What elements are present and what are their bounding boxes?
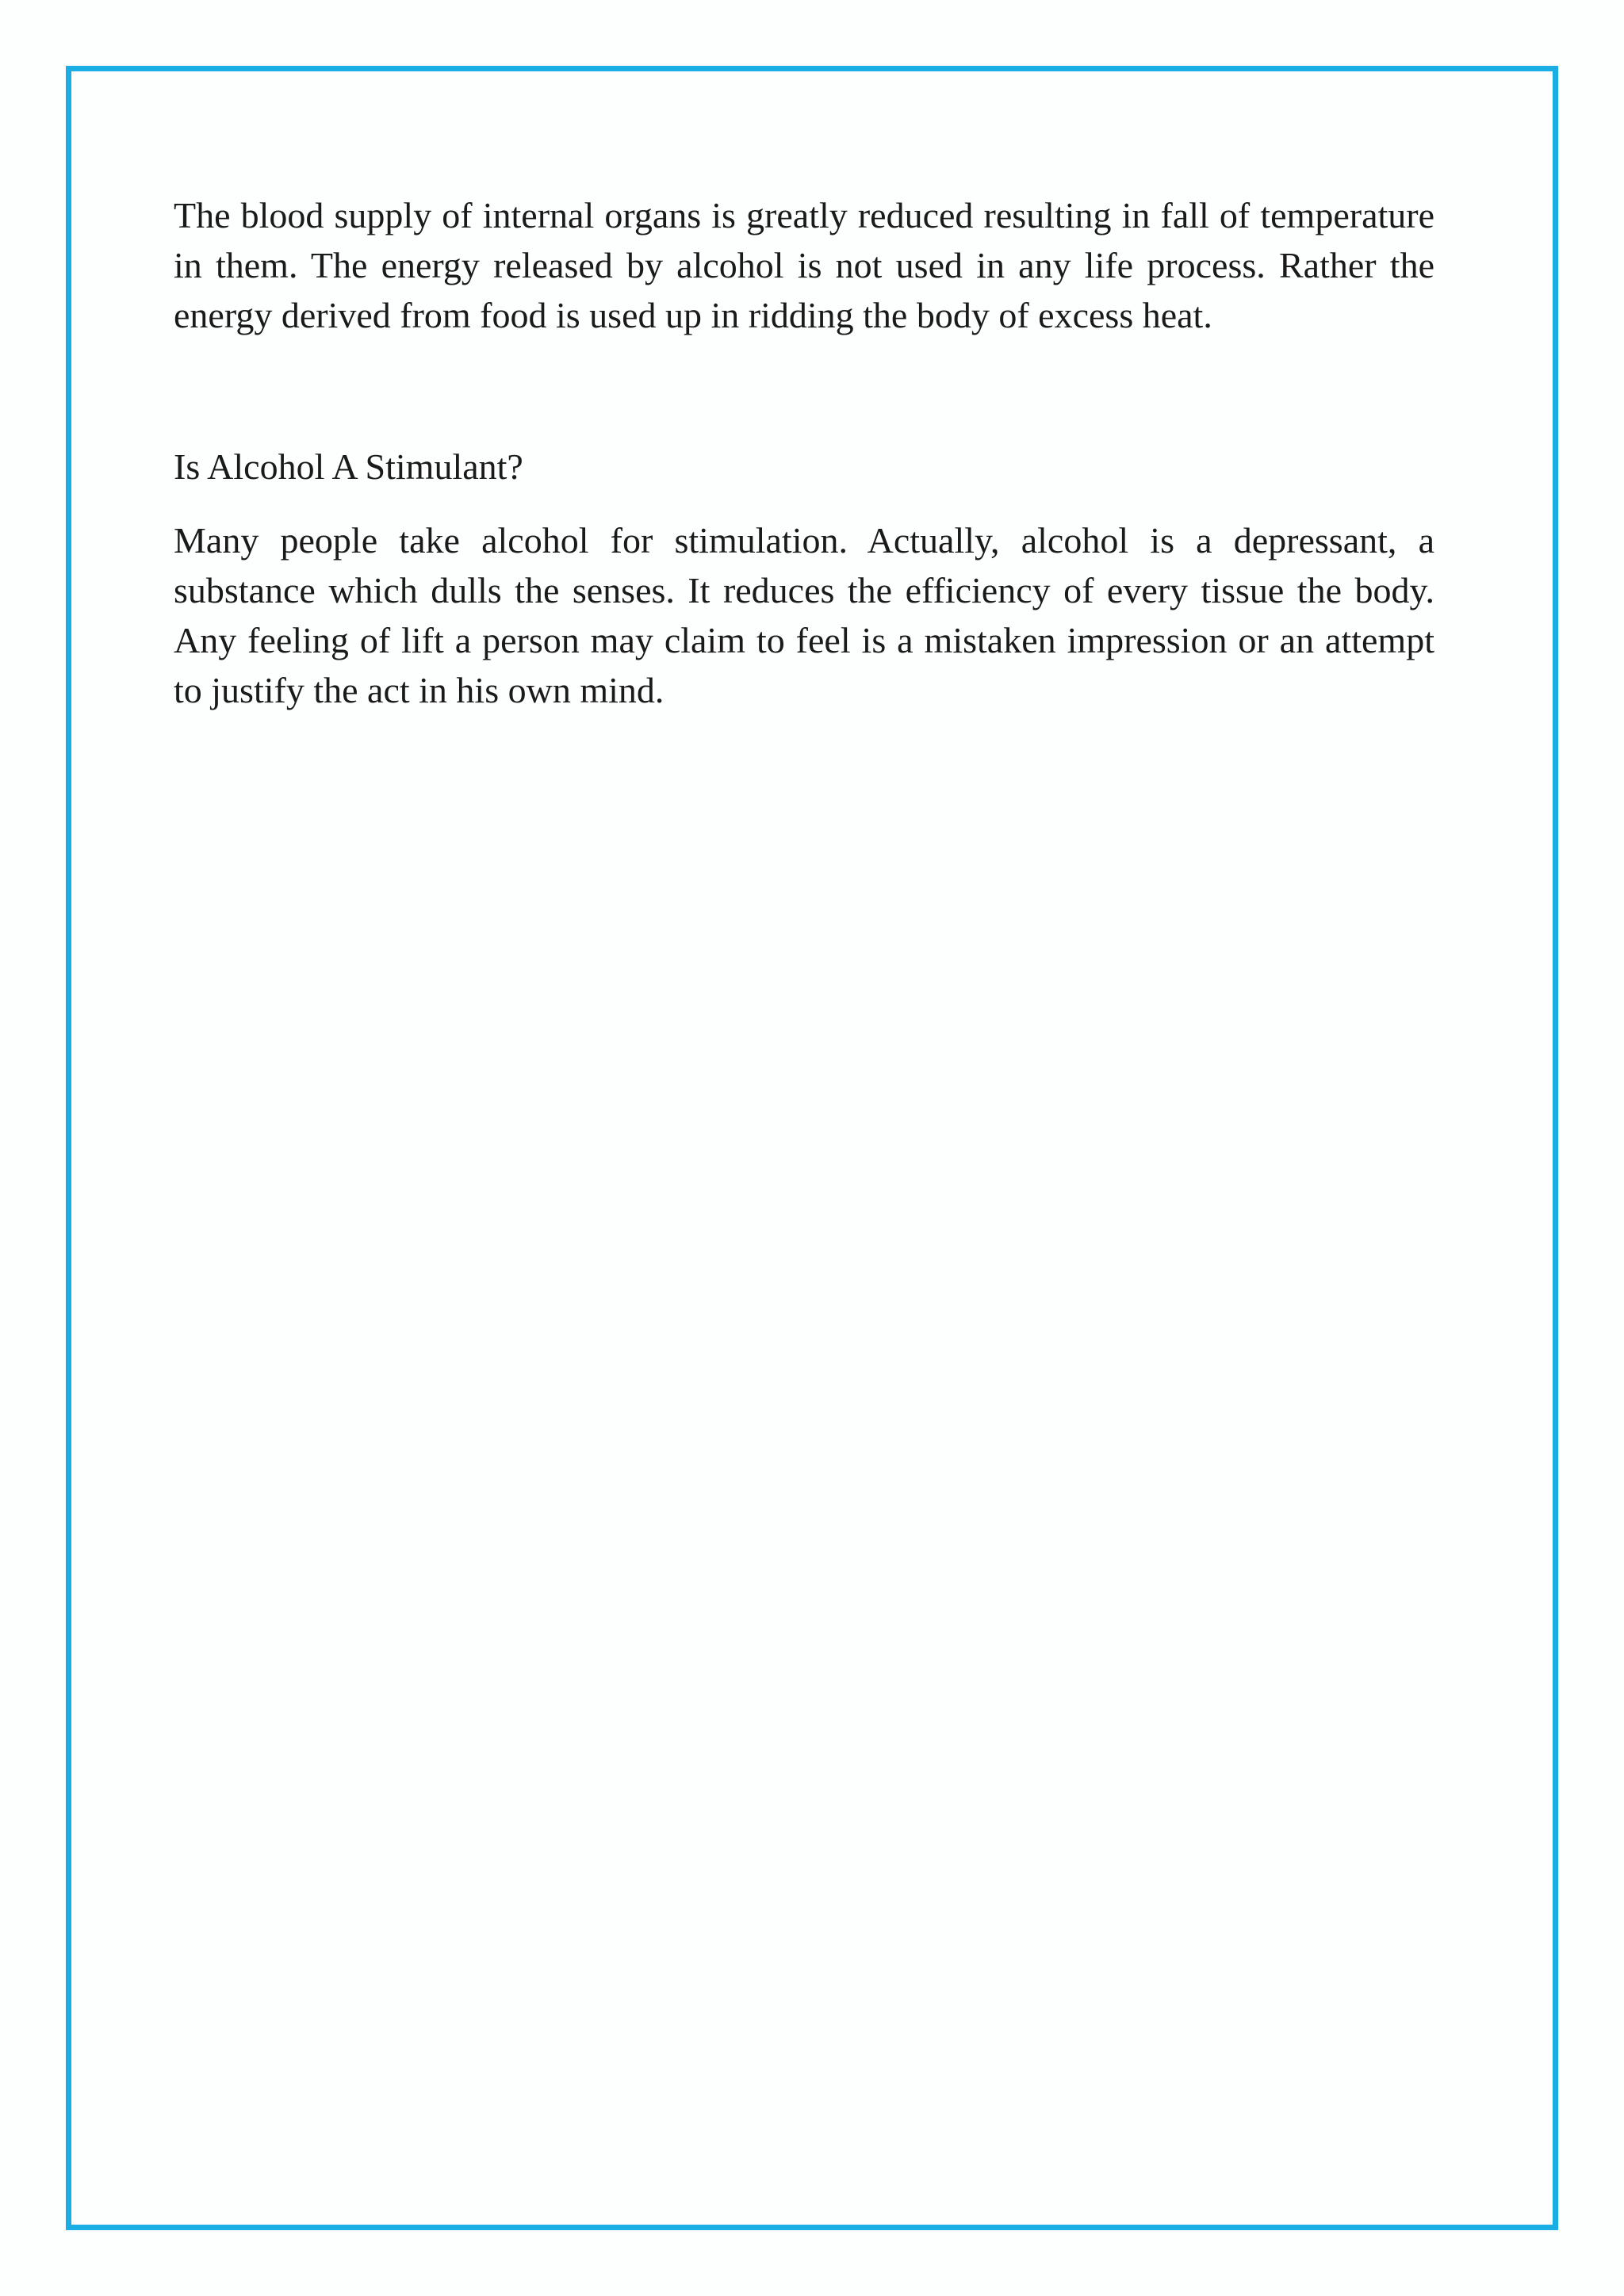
page-content xyxy=(174,190,1434,715)
body-paragraph-stimulant: Many people take alcohol for stimulation. Actually, alcohol is a depressant, a substance which dulls the senses. It reduces the efficiency of every tissue the body. Any feeling of lift a person may claim to feel is a mistaken impression or an attempt to justify the act in his own mind. xyxy=(174,520,1434,710)
section-heading: Is Alcohol A Stimulant? xyxy=(174,446,523,487)
body-paragraph-blood-supply: The blood supply of internal organs is greatly reduced resulting in fall of temperature in them. The energy released by alcohol is not used in any life process. Rather the energy derived from food is used up in ridding the body of excess heat. xyxy=(174,195,1434,335)
